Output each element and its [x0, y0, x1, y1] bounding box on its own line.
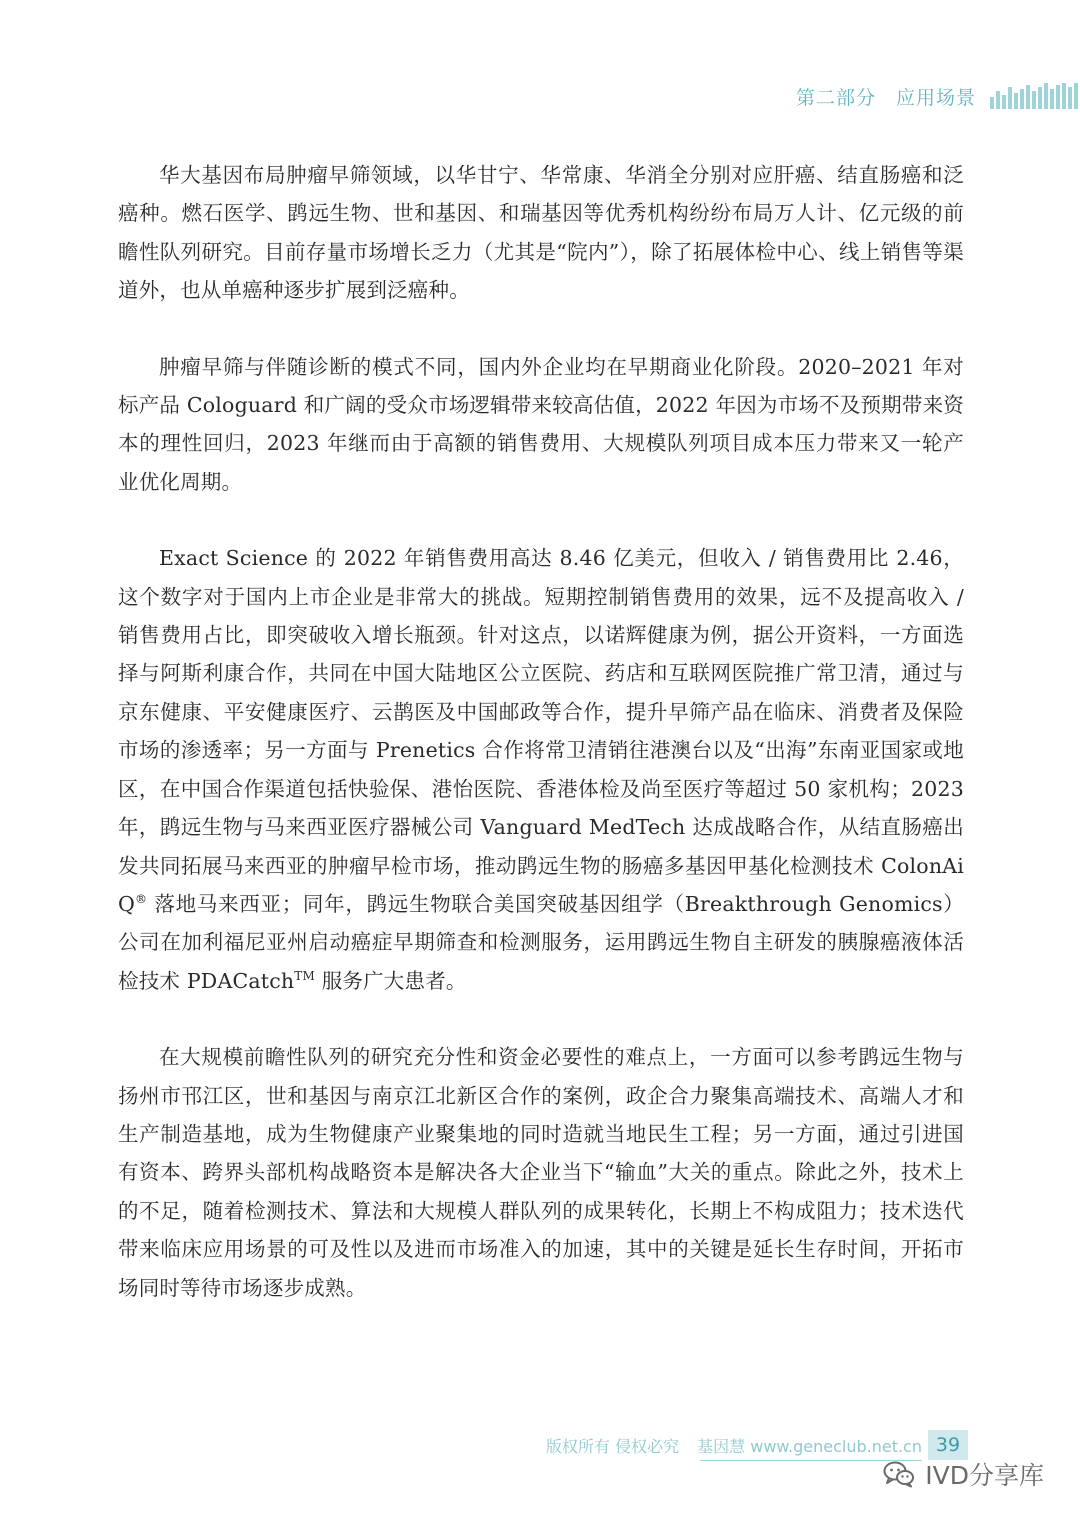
trademark-mark: TM [294, 968, 315, 983]
registered-mark: ® [135, 892, 148, 907]
paragraph-2: 肿瘤早筛与伴随诊断的模式不同，国内外企业均在早期商业化阶段。2020–2021 年对标产品 Cologuard 和广阔的受众市场逻辑带来较高估值，2022 年因为市场不及预期带来资本的理性回归，2023 年继而由于高额的销售费用、大规模队列项目成本压力带来又一轮产业优化周期。 [118, 354, 964, 494]
paragraph-3-part-3: 服务广大患者。 [314, 968, 467, 993]
watermark-text: IVD分享库 [925, 1461, 1044, 1490]
paragraph-3-part-2: 落地马来西亚；同年，鹍远生物联合美国突破基因组学（Breakthrough Genomics）公司在加利福尼亚州启动癌症早期筛查和检测服务，运用鹍远生物自主研发的胰腺癌液体活检技术 PDACatch [118, 891, 964, 993]
paragraph-4: 在大规模前瞻性队列的研究充分性和资金必要性的难点上，一方面可以参考鹍远生物与扬州市邗江区，世和基因与南京江北新区合作的案例，政企合力聚集高端技术、高端人才和生产制造基地，成为生物健康产业聚集地的同时造就当地民生工程；另一方面，通过引进国有资本、跨界头部机构战略资本是解决各大企业当下“输血”大关的重点。除此之外，技术上的不足，随着检测技术、算法和大规模人群队列的成果转化，长期上不构成阻力；技术迭代带来临床应用场景的可及性以及进而市场准入的加速，其中的关键是延长生存时间，开拓市场同时等待市场逐步成熟。 [118, 1045, 964, 1300]
header-bar [1074, 83, 1078, 109]
wechat-icon [883, 1460, 915, 1488]
header-title: 应用场景 [895, 86, 976, 109]
header-bar [1002, 95, 1006, 109]
paragraph-3-part-1: Exact Science 的 2022 年销售费用高达 8.46 亿美元，但收入 / 销售费用比 2.46，这个数字对于国内上市企业是非常大的挑战。短期控制销售费用的效果，远不及提高收入 / 销售费用占比，即突破收入增长瓶颈。针对这点，以诺辉健康为例，据公开资料，一方面选择与阿斯利康合作，共同在中国大陆地区公立医院、药店和互联网医院推广常卫清，通过与京东健康、平安健康医疗、云鹊医及中国邮政等合作，提升早筛产品在临床、消费者及保险市场的渗透率；另一方面与 Prenetics 合作将常卫清销往港澳台以及“出海”东南亚国家或地区，在中国合作渠道包括快验保、港怡医院、香港体检及尚至医疗等超过 50 家机构；2023 年，鹍远生物与马来西亚医疗器械公司 Vanguard MedTech 达成战略合作，从结直肠癌出发共同拓展马来西亚的肿瘤早检市场，推动鹍远生物的肠癌多基因甲基化检测技术 ColonAiQ [118, 546, 964, 916]
header-bar [990, 97, 994, 109]
paragraph-3 [118, 539, 964, 1000]
header-bar [1008, 87, 1012, 109]
header-bar [1014, 93, 1018, 109]
header-bar [1056, 85, 1060, 109]
footer-text [546, 1434, 922, 1457]
header-bar [1062, 83, 1066, 109]
header-bar [996, 91, 1000, 109]
header-bar [1038, 87, 1042, 109]
header-bar-decoration [990, 83, 1078, 109]
paragraph-1: 华大基因布局肿瘤早筛领域，以华甘宁、华常康、华消全分别对应肝癌、结直肠癌和泛癌种。燃石医学、鹍远生物、世和基因、和瑞基因等优秀机构纷纷布局万人计、亿元级的前瞻性队列研究。目前存量市场增长乏力（尤其是“院内”），除了拓展体检中心、线上销售等渠道外，也从单癌种逐步扩展到泛癌种。 [118, 163, 964, 303]
header-bar [1020, 89, 1024, 109]
header-bar [1026, 85, 1030, 109]
footer-site: 基因慧 www.geneclub.net.cn [697, 1437, 922, 1456]
page-number: 39 [928, 1430, 968, 1460]
header-bar [1044, 83, 1048, 109]
body-text [118, 156, 964, 1345]
watermark [883, 1456, 1044, 1492]
header-bar [1050, 89, 1054, 109]
page-header [796, 80, 1080, 112]
header-part: 第二部分 [795, 86, 876, 109]
footer-copyright: 版权所有 侵权必究 [546, 1437, 680, 1456]
header-bar [1032, 91, 1036, 109]
header-bar [1068, 87, 1072, 109]
header-section-title [796, 83, 976, 110]
